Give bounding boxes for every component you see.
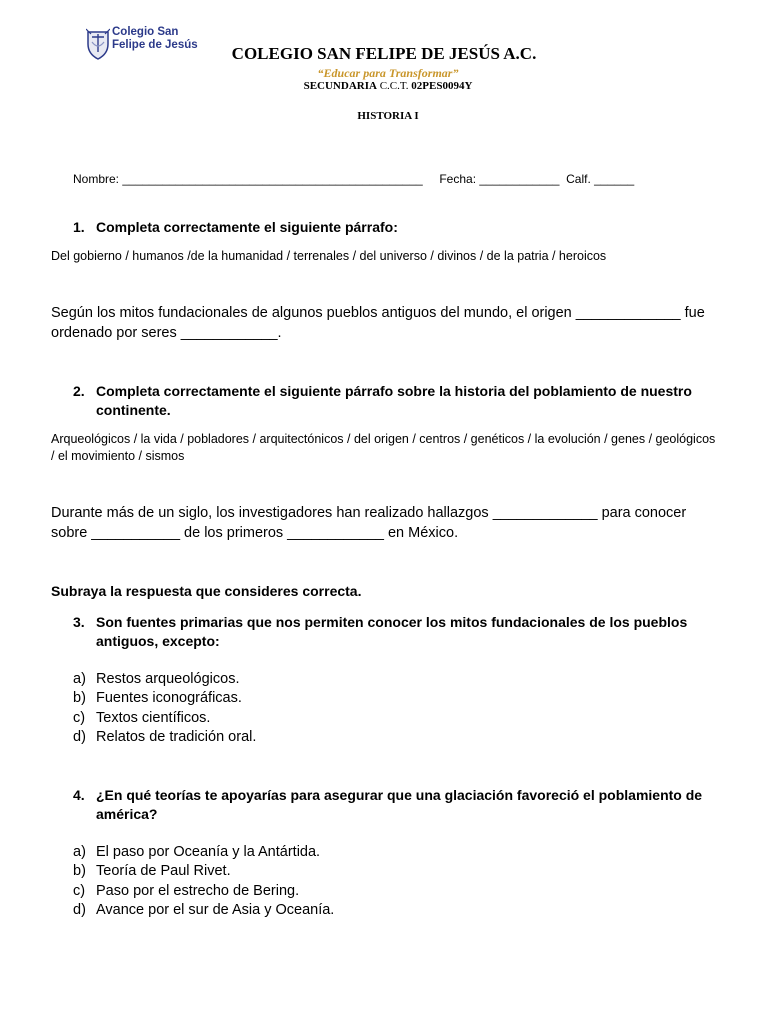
question-text: Completa correctamente el siguiente párrafo sobre la historia del poblamiento de nuestro continente. — [96, 383, 692, 418]
question-number: 4. — [73, 787, 85, 803]
option-text: Fuentes iconográficas. — [96, 690, 242, 707]
option-d[interactable] — [73, 728, 256, 747]
question-4-options — [73, 843, 334, 920]
question-2-paragraph: Durante más de un siglo, los investigadores han realizado hallazgos _____________ para conocer sobre ___________ de los primeros ____________ en México. — [51, 505, 687, 541]
cct-label: C.C.T. — [376, 80, 412, 92]
question-text: Completa correctamente el siguiente párrafo: — [96, 219, 398, 235]
logo-line-2: Felipe de Jesús — [112, 39, 198, 51]
option-text: Textos científicos. — [96, 709, 211, 726]
option-b[interactable] — [73, 862, 334, 881]
cct-code: 02PES0094Y — [411, 80, 473, 92]
question-text: Son fuentes primarias que nos permiten conocer los mitos fundacionales de los pueblos antiguos, excepto: — [96, 614, 688, 649]
option-letter: b) — [73, 863, 86, 880]
option-b[interactable] — [73, 689, 256, 708]
option-letter: b) — [73, 690, 86, 707]
option-letter: d) — [73, 728, 86, 745]
question-number: 2. — [73, 383, 85, 399]
question-1-prompt — [73, 218, 713, 237]
question-number: 3. — [73, 614, 85, 630]
option-text: Teoría de Paul Rivet. — [96, 863, 231, 880]
student-info-line: Nombre: _____________________________________________ Fecha: ____________ Calf. ______ — [73, 172, 635, 186]
school-cct — [0, 80, 768, 92]
option-text: Relatos de tradición oral. — [96, 728, 257, 745]
option-letter: d) — [73, 901, 86, 918]
question-2-word-bank: Arqueológicos / la vida / pobladores / arquitectónicos / del origen / centros / genéticos / la evolución / genes / geológicos / el movimiento / sismos — [51, 432, 716, 463]
option-text: El paso por Oceanía y la Antártida. — [96, 844, 321, 860]
question-text: ¿En qué teorías te apoyarías para asegurar que una glaciación favoreció el poblamiento de américa? — [96, 787, 703, 822]
option-c[interactable] — [73, 882, 334, 901]
school-level: SECUNDARIA — [303, 80, 377, 92]
question-number: 1. — [73, 219, 85, 235]
option-a[interactable] — [73, 670, 256, 689]
option-a[interactable] — [73, 843, 334, 862]
option-text: Avance por el sur de Asia y Oceanía. — [96, 901, 335, 918]
option-text: Paso por el estrecho de Bering. — [96, 882, 300, 899]
option-d[interactable] — [73, 901, 334, 920]
question-1-word-bank: Del gobierno / humanos /de la humanidad / terrenales / del universo / divinos / de la patria / heroicos — [51, 249, 607, 263]
option-c[interactable] — [73, 709, 256, 728]
question-4-prompt — [73, 786, 713, 824]
option-letter: c) — [73, 709, 86, 726]
school-name: COLEGIO SAN FELIPE DE JESÚS A.C. — [231, 44, 537, 63]
question-1-paragraph: Según los mitos fundacionales de algunos pueblos antiguos del mundo, el origen _____________ fue ordenado por seres ____________. — [51, 305, 705, 341]
option-letter: a) — [73, 671, 86, 687]
logo-line-1: Colegio San — [112, 26, 179, 38]
option-letter: a) — [73, 844, 86, 860]
school-motto: “Educar para Transformar” — [317, 66, 459, 80]
section-instruction: Subraya la respuesta que consideres correcta. — [51, 583, 362, 599]
option-text: Restos arqueológicos. — [96, 671, 240, 687]
option-letter: c) — [73, 882, 86, 899]
question-3-prompt — [73, 613, 713, 651]
question-2-prompt — [73, 382, 713, 420]
subject-title: HISTORIA I — [357, 110, 419, 122]
question-3-options — [73, 670, 256, 747]
